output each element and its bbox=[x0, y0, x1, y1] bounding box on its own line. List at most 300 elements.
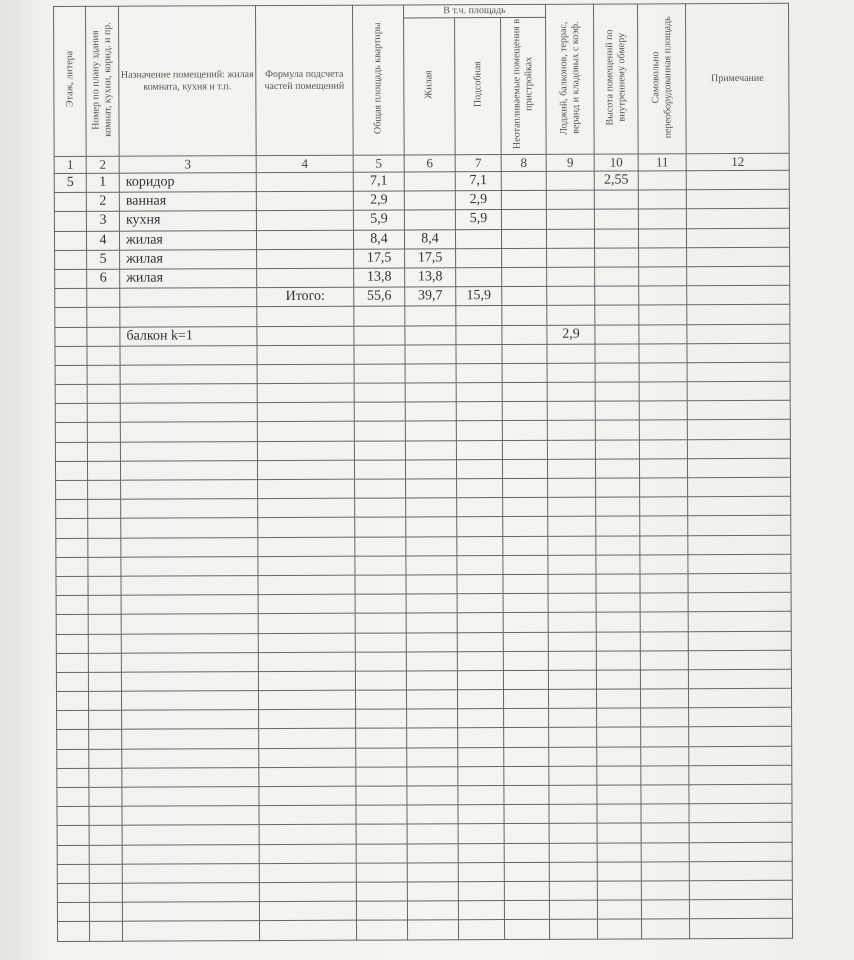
table-cell bbox=[87, 308, 120, 327]
table-cell bbox=[120, 364, 257, 384]
table-cell bbox=[458, 824, 504, 843]
table-cell bbox=[407, 920, 458, 939]
table-cell bbox=[121, 633, 258, 653]
table-cell bbox=[504, 920, 549, 939]
table-cell: жилая bbox=[119, 230, 256, 250]
table-cell bbox=[458, 805, 504, 824]
table-cell bbox=[548, 632, 596, 651]
table-cell bbox=[407, 709, 458, 728]
table-cell bbox=[89, 749, 122, 768]
table-cell bbox=[406, 690, 457, 709]
table-cell bbox=[405, 306, 456, 325]
table-cell bbox=[122, 863, 259, 883]
table-cell bbox=[88, 538, 121, 557]
table-cell bbox=[55, 461, 87, 480]
table-cell bbox=[689, 727, 792, 747]
table-cell bbox=[259, 844, 356, 864]
table-cell bbox=[259, 786, 356, 806]
table-cell bbox=[121, 537, 258, 557]
table-cell bbox=[687, 458, 790, 478]
table-cell bbox=[406, 651, 457, 670]
table-cell bbox=[639, 439, 687, 458]
table-cell bbox=[688, 592, 791, 612]
table-cell: 5,9 bbox=[455, 210, 501, 229]
table-cell bbox=[458, 747, 504, 766]
table-cell bbox=[639, 420, 687, 439]
table-cell bbox=[257, 460, 354, 480]
table-cell bbox=[122, 844, 259, 864]
table-cell bbox=[640, 497, 688, 516]
table-cell bbox=[503, 670, 548, 689]
table-cell bbox=[549, 862, 597, 881]
table-cell bbox=[257, 402, 354, 422]
table-cell bbox=[546, 190, 594, 209]
table-cell bbox=[595, 363, 639, 382]
table-cell bbox=[122, 767, 259, 787]
table-cell bbox=[257, 422, 354, 442]
table-cell bbox=[641, 708, 689, 727]
table-cell bbox=[687, 305, 790, 325]
header-loggias: Лоджий, балконов, террас, веранд и кладовых с коэф. bbox=[545, 4, 594, 154]
table-cell bbox=[404, 172, 455, 191]
table-cell bbox=[688, 612, 791, 632]
table-cell bbox=[455, 229, 501, 248]
table-cell bbox=[122, 729, 259, 749]
table-cell bbox=[639, 382, 687, 401]
table-cell bbox=[597, 862, 641, 881]
table-cell bbox=[55, 404, 87, 423]
table-cell bbox=[57, 826, 89, 845]
table-cell bbox=[548, 574, 596, 593]
table-cell bbox=[256, 211, 353, 231]
table-cell bbox=[503, 536, 548, 555]
table-cell bbox=[502, 421, 547, 440]
table-cell bbox=[457, 651, 503, 670]
column-number: 6 bbox=[404, 155, 455, 172]
table-cell bbox=[596, 689, 640, 708]
column-number: 5 bbox=[353, 155, 404, 172]
table-cell bbox=[257, 307, 354, 327]
table-cell bbox=[89, 768, 122, 787]
table-cell bbox=[640, 574, 688, 593]
table-cell bbox=[639, 459, 687, 478]
table-cell bbox=[406, 575, 457, 594]
table-cell bbox=[120, 422, 257, 442]
table-cell bbox=[258, 633, 355, 653]
table-cell: 8,4 bbox=[404, 229, 455, 248]
table-cell bbox=[597, 843, 641, 862]
table-cell bbox=[121, 499, 258, 519]
table-cell bbox=[259, 729, 356, 749]
table-cell bbox=[407, 843, 458, 862]
table-cell bbox=[686, 228, 789, 248]
table-cell bbox=[56, 500, 88, 519]
table-cell bbox=[594, 209, 638, 228]
table-cell bbox=[639, 286, 687, 305]
table-cell bbox=[641, 881, 689, 900]
table-cell bbox=[594, 229, 638, 248]
table-cell bbox=[407, 767, 458, 786]
table-cell bbox=[504, 805, 549, 824]
table-cell bbox=[641, 746, 689, 765]
header-total-area: Общая площадь квартиры bbox=[352, 5, 404, 155]
table-cell bbox=[55, 327, 87, 346]
table-cell bbox=[597, 919, 641, 938]
table-cell bbox=[407, 824, 458, 843]
table-cell bbox=[88, 480, 121, 499]
table-cell: 5 bbox=[87, 250, 120, 269]
table-cell bbox=[57, 922, 89, 941]
table-cell bbox=[456, 383, 502, 402]
table-cell bbox=[504, 862, 549, 881]
table-cell bbox=[122, 710, 259, 730]
table-cell bbox=[56, 480, 88, 499]
table-cell bbox=[120, 441, 257, 461]
table-cell bbox=[87, 403, 120, 422]
table-cell bbox=[120, 384, 257, 404]
column-number: 12 bbox=[686, 153, 789, 170]
table-cell bbox=[407, 728, 458, 747]
table-cell bbox=[87, 327, 120, 346]
table-cell bbox=[546, 210, 594, 229]
table-cell bbox=[55, 423, 87, 442]
table-cell bbox=[88, 615, 121, 634]
table-cell bbox=[259, 805, 356, 825]
table-cell bbox=[548, 478, 596, 497]
table-cell bbox=[120, 345, 257, 365]
table-cell bbox=[639, 305, 687, 324]
table-cell bbox=[638, 190, 686, 209]
table-cell bbox=[689, 861, 792, 881]
table-cell bbox=[356, 824, 407, 843]
table-cell bbox=[259, 709, 356, 729]
table-cell bbox=[457, 555, 503, 574]
table-cell bbox=[259, 863, 356, 883]
table-cell bbox=[547, 440, 595, 459]
table-cell: 17,5 bbox=[354, 249, 405, 268]
table-cell bbox=[120, 460, 257, 480]
table-cell bbox=[549, 843, 597, 862]
table-cell bbox=[596, 593, 640, 612]
table-cell bbox=[595, 305, 639, 324]
table-cell bbox=[456, 325, 502, 344]
table-cell bbox=[258, 518, 355, 538]
column-number: 7 bbox=[455, 155, 501, 172]
table-cell bbox=[549, 804, 597, 823]
table-cell bbox=[640, 516, 688, 535]
table-cell bbox=[57, 787, 89, 806]
table-cell: 55,6 bbox=[354, 287, 405, 306]
table-cell bbox=[501, 210, 546, 229]
table-cell bbox=[457, 632, 503, 651]
table-cell bbox=[356, 882, 407, 901]
table-cell bbox=[548, 517, 596, 536]
table-cell bbox=[405, 344, 456, 363]
table-cell bbox=[595, 344, 639, 363]
table-cell bbox=[122, 921, 259, 941]
table-cell bbox=[597, 881, 641, 900]
table-cell bbox=[55, 442, 87, 461]
table-cell bbox=[686, 209, 789, 229]
column-number: 3 bbox=[119, 156, 256, 174]
table-cell bbox=[549, 747, 597, 766]
table-cell: коридор bbox=[119, 173, 256, 193]
table-cell bbox=[89, 787, 122, 806]
table-cell bbox=[688, 554, 791, 574]
table-cell bbox=[57, 883, 89, 902]
table-cell bbox=[595, 382, 639, 401]
table-cell bbox=[641, 823, 689, 842]
table-cell bbox=[354, 364, 405, 383]
table-cell: 6 bbox=[87, 269, 120, 288]
table-cell bbox=[56, 691, 88, 710]
table-cell bbox=[641, 900, 689, 919]
table-cell bbox=[503, 593, 548, 612]
table-cell bbox=[121, 480, 258, 500]
table-cell bbox=[122, 825, 259, 845]
table-cell: 17,5 bbox=[405, 248, 456, 267]
table-cell bbox=[89, 710, 122, 729]
table-cell bbox=[456, 344, 502, 363]
table-cell bbox=[639, 247, 687, 266]
table-cell bbox=[88, 557, 121, 576]
table-cell bbox=[57, 768, 89, 787]
table-cell bbox=[689, 765, 792, 785]
table-cell bbox=[121, 671, 258, 691]
table-cell bbox=[404, 210, 455, 229]
table-cell bbox=[356, 728, 407, 747]
table-cell bbox=[57, 807, 89, 826]
table-cell bbox=[688, 631, 791, 651]
table-cell: 8,4 bbox=[353, 230, 404, 249]
header-living: Жилая bbox=[404, 18, 456, 155]
table-cell bbox=[121, 556, 258, 576]
table-cell bbox=[405, 460, 456, 479]
table-cell bbox=[456, 363, 502, 382]
table-cell bbox=[356, 863, 407, 882]
table-cell bbox=[257, 326, 354, 346]
table-cell bbox=[502, 306, 547, 325]
table-cell bbox=[259, 767, 356, 787]
table-cell bbox=[456, 248, 502, 267]
table-cell bbox=[89, 806, 122, 825]
table-cell bbox=[638, 171, 686, 190]
column-number: 4 bbox=[256, 155, 353, 172]
header-formula: Формула подсчета частей помещений bbox=[256, 5, 354, 155]
table-cell bbox=[687, 381, 790, 401]
header-unheated: Неотапливаемые помещения в пристройках bbox=[501, 17, 547, 154]
table-cell bbox=[355, 671, 406, 690]
table-cell bbox=[256, 230, 353, 250]
table-cell bbox=[641, 919, 689, 938]
table-cell bbox=[639, 267, 687, 286]
table-cell bbox=[256, 191, 353, 211]
table-cell bbox=[89, 922, 122, 941]
table-cell bbox=[259, 748, 356, 768]
table-cell bbox=[88, 499, 121, 518]
table-cell bbox=[456, 421, 502, 440]
table-cell bbox=[549, 824, 597, 843]
table-cell bbox=[640, 593, 688, 612]
table-cell bbox=[687, 439, 790, 459]
table-cell bbox=[457, 613, 503, 632]
table-cell bbox=[457, 517, 503, 536]
table-cell bbox=[501, 229, 546, 248]
table-cell bbox=[121, 691, 258, 711]
table-cell bbox=[354, 421, 405, 440]
header-room-no: Номер по плану здания комнат, кухни, корид. и пр. bbox=[86, 6, 120, 156]
table-cell bbox=[548, 536, 596, 555]
table-cell: 1 bbox=[86, 173, 119, 192]
table-cell bbox=[640, 612, 688, 631]
header-floor: Этаж, литера bbox=[54, 6, 87, 156]
table-cell bbox=[120, 307, 257, 327]
table-cell bbox=[641, 727, 689, 746]
table-cell bbox=[259, 882, 356, 902]
table-cell bbox=[355, 594, 406, 613]
table-cell bbox=[405, 383, 456, 402]
table-cell bbox=[56, 557, 88, 576]
table-cell bbox=[258, 498, 355, 518]
table-cell bbox=[549, 785, 597, 804]
table-cell bbox=[640, 478, 688, 497]
table-cell bbox=[356, 805, 407, 824]
table-cell bbox=[57, 730, 89, 749]
table-cell bbox=[258, 671, 355, 691]
table-cell bbox=[688, 573, 791, 593]
table-cell bbox=[689, 708, 792, 728]
table-cell bbox=[547, 401, 595, 420]
header-incl-area: В т.ч. площадь bbox=[403, 4, 545, 18]
table-cell bbox=[256, 172, 353, 192]
table-cell bbox=[407, 862, 458, 881]
table-cell bbox=[457, 574, 503, 593]
table-cell bbox=[640, 650, 688, 669]
table-cell bbox=[406, 536, 457, 555]
table-cell: жилая bbox=[120, 269, 257, 289]
table-cell bbox=[356, 748, 407, 767]
table-cell bbox=[687, 401, 790, 421]
table-cell bbox=[596, 555, 640, 574]
table-cell bbox=[89, 864, 122, 883]
table-cell bbox=[689, 842, 792, 862]
table-cell bbox=[595, 401, 639, 420]
table-cell bbox=[688, 516, 791, 536]
table-cell bbox=[55, 269, 87, 288]
table-cell: 2 bbox=[86, 192, 119, 211]
column-number: 8 bbox=[501, 154, 546, 171]
table-cell bbox=[596, 631, 640, 650]
table-cell bbox=[54, 193, 86, 212]
table-cell bbox=[689, 823, 792, 843]
table-cell bbox=[406, 479, 457, 498]
table-cell bbox=[121, 652, 258, 672]
table-cell bbox=[457, 594, 503, 613]
table-cell bbox=[259, 901, 356, 921]
table-cell bbox=[354, 306, 405, 325]
table-cell bbox=[121, 518, 258, 538]
table-cell bbox=[457, 498, 503, 517]
table-cell bbox=[456, 440, 502, 459]
table-cell bbox=[407, 805, 458, 824]
table-cell: 3 bbox=[86, 212, 119, 231]
table-cell bbox=[356, 767, 407, 786]
table-cell bbox=[56, 576, 88, 595]
table-cell bbox=[597, 747, 641, 766]
table-cell bbox=[641, 861, 689, 880]
table-cell bbox=[547, 286, 595, 305]
table-cell bbox=[458, 766, 504, 785]
table-cell bbox=[502, 286, 547, 305]
table-cell bbox=[640, 689, 688, 708]
table-cell bbox=[503, 632, 548, 651]
table-cell bbox=[595, 267, 639, 286]
table-cell bbox=[547, 267, 595, 286]
table-cell bbox=[54, 231, 86, 250]
table-cell: 2,9 bbox=[547, 325, 595, 344]
room-explication-table bbox=[53, 3, 793, 942]
column-number: 11 bbox=[638, 154, 686, 171]
table-cell bbox=[87, 384, 120, 403]
table-cell bbox=[639, 401, 687, 420]
header-note: Примечание bbox=[685, 3, 789, 153]
table-cell bbox=[406, 671, 457, 690]
table-cell bbox=[88, 576, 121, 595]
table-cell bbox=[406, 517, 457, 536]
table-cell bbox=[56, 615, 88, 634]
table-cell bbox=[502, 402, 547, 421]
table-cell bbox=[87, 442, 120, 461]
table-cell bbox=[502, 440, 547, 459]
table-cell bbox=[258, 690, 355, 710]
table-cell bbox=[57, 902, 89, 921]
table-cell bbox=[501, 171, 546, 190]
column-number: 9 bbox=[546, 154, 594, 171]
table-cell bbox=[641, 766, 689, 785]
table-cell bbox=[689, 803, 792, 823]
table-cell bbox=[548, 497, 596, 516]
table-cell bbox=[458, 881, 504, 900]
table-cell bbox=[406, 632, 457, 651]
table-cell bbox=[596, 478, 640, 497]
table-cell bbox=[121, 576, 258, 596]
table-cell bbox=[504, 709, 549, 728]
table-cell bbox=[503, 555, 548, 574]
table-cell bbox=[55, 250, 87, 269]
table-cell bbox=[640, 631, 688, 650]
table-cell bbox=[504, 824, 549, 843]
table-cell bbox=[355, 613, 406, 632]
table-cell: ванная bbox=[119, 192, 256, 212]
table-cell bbox=[549, 766, 597, 785]
table-cell: 39,7 bbox=[405, 287, 456, 306]
table-cell bbox=[548, 689, 596, 708]
header-unauthorized: Самовольно переоборудованная площадь bbox=[637, 4, 686, 154]
table-cell bbox=[504, 747, 549, 766]
table-cell bbox=[687, 362, 790, 382]
table-cell bbox=[456, 267, 502, 286]
table-cell bbox=[504, 900, 549, 919]
table-cell bbox=[688, 477, 791, 497]
table-cell bbox=[258, 556, 355, 576]
table-cell bbox=[547, 382, 595, 401]
column-number: 10 bbox=[594, 154, 638, 171]
table-cell bbox=[686, 170, 789, 190]
table-cell bbox=[502, 344, 547, 363]
table-cell bbox=[639, 363, 687, 382]
table-cell bbox=[639, 343, 687, 362]
table-cell bbox=[689, 919, 792, 939]
